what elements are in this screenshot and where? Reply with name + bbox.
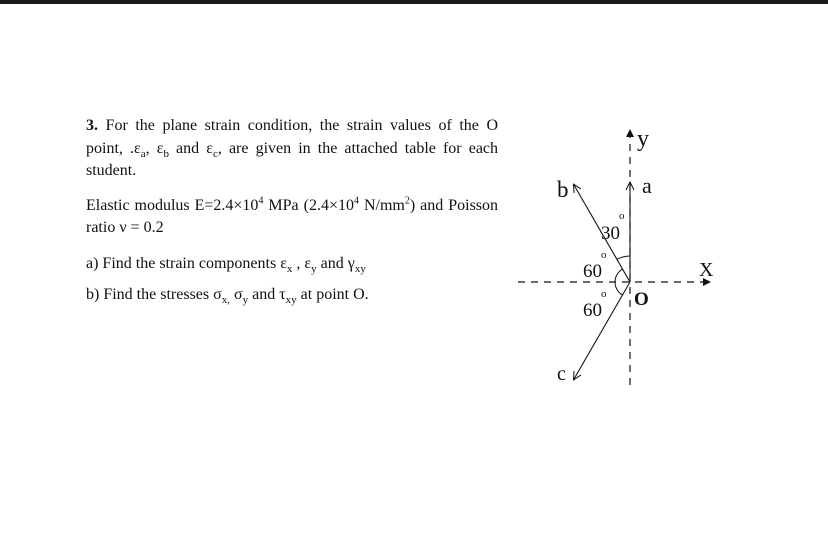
gauge-c-label: c: [557, 363, 566, 385]
strain-x-symbol: ε: [280, 254, 287, 272]
y-axis-label: y: [637, 126, 649, 152]
strain-y-symbol: ε: [304, 254, 312, 272]
intro-text-4: , are given in the attached table for each student.: [86, 139, 499, 179]
exponent-1: 4: [258, 195, 264, 207]
material-properties: [86, 195, 498, 240]
stress-x-symbol: σ: [213, 286, 222, 303]
question-b-text-4: at point O.: [296, 286, 369, 303]
stress-y-subscript: y: [242, 294, 249, 307]
problem-number: 3.: [86, 117, 98, 134]
stress-y-symbol: σ: [233, 286, 243, 303]
stress-x-subscript: x,: [221, 294, 230, 307]
angle-arc-b-x: [615, 269, 623, 282]
material-text-4: ) and Poisson ratio ν = 0.2: [86, 196, 499, 236]
question-a-text-2: ,: [292, 254, 305, 272]
gauge-a-label: a: [642, 173, 652, 198]
material-text-2: MPa (2.4×10: [263, 196, 354, 214]
intro-text-1: For the plane strain condition, the strain values of the O point, .: [86, 117, 498, 157]
problem-intro: [86, 115, 498, 183]
problem-statement: [86, 115, 498, 307]
shear-strain-subscript: xy: [354, 262, 366, 275]
strain-a-symbol: ε: [134, 139, 141, 157]
x-axis-label: X: [699, 259, 714, 281]
angle-label-x-c: 60: [583, 300, 602, 321]
material-text-1: Elastic modulus E=2.4×10: [86, 196, 259, 214]
strain-x-subscript: x: [286, 262, 293, 275]
material-text-3: N/mm: [358, 196, 405, 214]
shear-strain-symbol: γ: [347, 254, 355, 272]
angle-arc-x-c: [615, 282, 623, 295]
question-b-text-1: b) Find the stresses: [86, 286, 214, 303]
strain-c-symbol: ε: [206, 139, 213, 157]
exponent-3: 2: [404, 195, 410, 207]
strain-b-symbol: ε: [156, 139, 164, 157]
strain-b-subscript: b: [163, 147, 169, 160]
strain-rosette-diagram: [510, 120, 720, 390]
top-border: [0, 0, 828, 4]
gauge-b-label: b: [557, 177, 569, 202]
question-a-text-1: a) Find the strain components: [86, 254, 281, 272]
strain-y-subscript: y: [311, 262, 317, 275]
strain-a-subscript: a: [140, 147, 146, 160]
exponent-2: 4: [353, 195, 359, 207]
strain-c-subscript: c: [212, 147, 218, 160]
intro-text-3: and: [168, 139, 207, 157]
shear-stress-symbol: τ: [279, 286, 286, 303]
question-b: [86, 284, 498, 307]
shear-stress-subscript: xy: [285, 294, 297, 307]
degree-mark-b-x: o: [601, 249, 607, 261]
question-a: [86, 253, 498, 276]
question-b-text-3: and: [248, 286, 280, 303]
degree-mark-x-c: o: [601, 288, 607, 300]
question-a-text-3: and: [316, 254, 348, 272]
origin-label: O: [634, 289, 649, 310]
degree-mark-a-b: o: [619, 210, 625, 222]
angle-label-a-b: 30: [601, 223, 620, 244]
intro-text-2: ,: [145, 139, 157, 157]
angle-label-b-x: 60: [583, 261, 602, 282]
angle-arc-a-b: [617, 256, 630, 259]
